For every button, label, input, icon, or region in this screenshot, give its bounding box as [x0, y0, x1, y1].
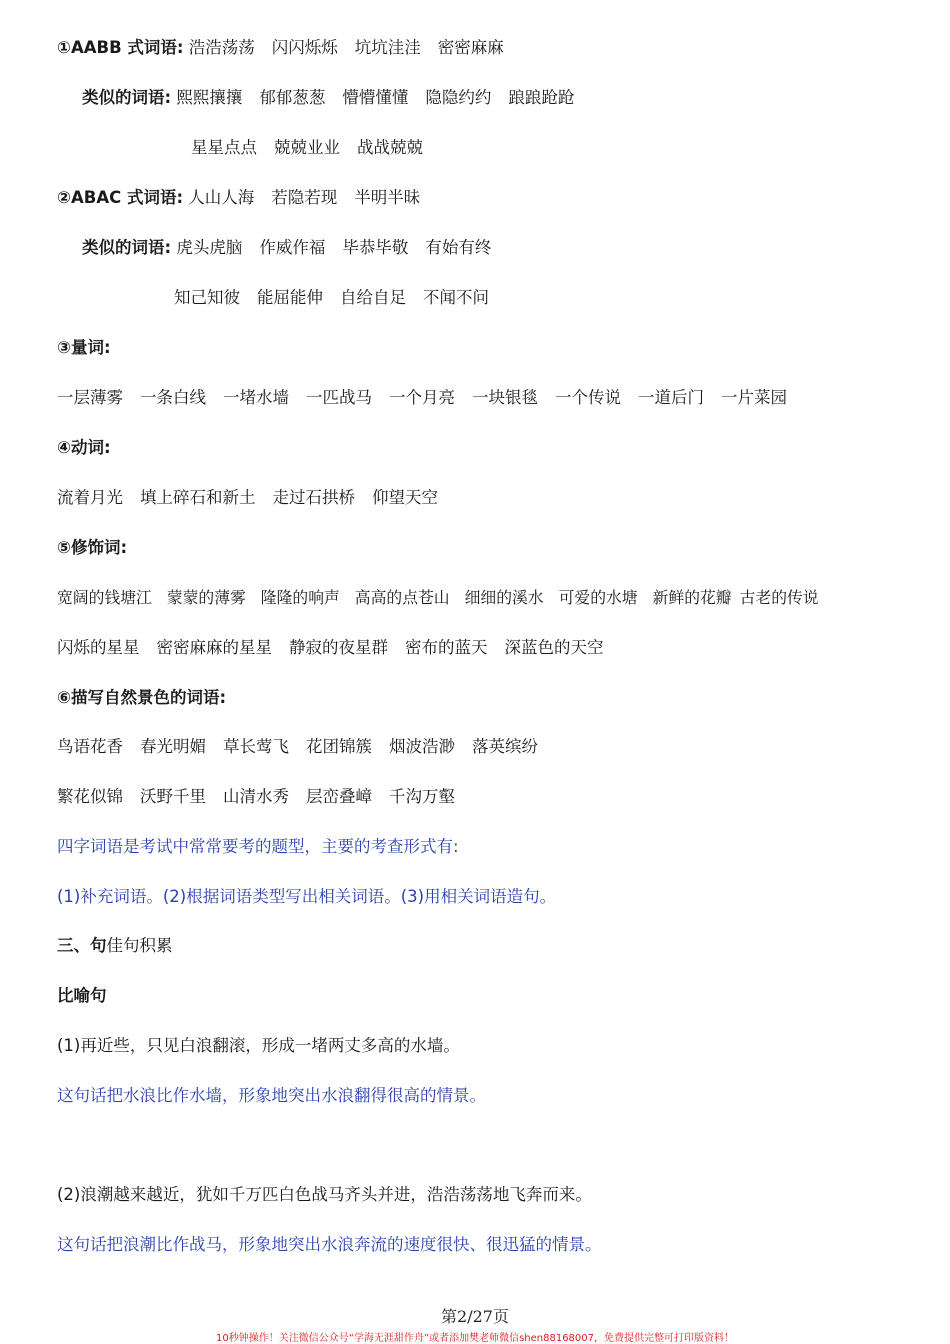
verbs-heading: ④动词:: [57, 438, 111, 457]
exam-forms: (1)补充词语。(2)根据词语类型写出相关词语。(3)用相关词语造句。: [57, 887, 557, 906]
word: 密密麻麻: [437, 38, 504, 57]
measure-heading: ③量词:: [57, 338, 111, 357]
part3-heading-prefix: 三、句: [57, 936, 107, 955]
aabb-similar-row1: [82, 87, 591, 109]
word: 春光明媚: [140, 737, 206, 756]
modifiers-row2: [57, 637, 621, 659]
sentence-2: (2)浪潮越来越近，犹如千万匹白色战马齐头并进，浩浩荡荡地飞奔而来。: [57, 1185, 592, 1204]
abac-row: [57, 187, 437, 209]
exam-note: 四字词语是考试中常常要考的题型，主要的考查形式有:: [57, 837, 459, 856]
word: 填上碎石和新土: [140, 488, 256, 507]
word: 一个月亮: [389, 388, 455, 407]
word: 山清水秀: [223, 787, 289, 806]
word: 若隐若现: [271, 188, 338, 207]
word: 花团锦簇: [306, 737, 372, 756]
word: 兢兢业业: [274, 138, 340, 157]
word: 烟波浩渺: [389, 737, 455, 756]
word: 闪烁的星星: [57, 638, 140, 657]
part3-heading-suffix: 佳句积累: [106, 936, 173, 955]
word: 草长莺飞: [223, 737, 289, 756]
word: 沃野千里: [140, 787, 206, 806]
word: 坑坑洼洼: [354, 38, 421, 57]
word: 人山人海: [188, 188, 255, 207]
word: 千沟万壑: [389, 787, 455, 806]
aabb-similar-label: 类似的词语:: [82, 88, 172, 107]
nature-row1: [57, 736, 555, 758]
word: 一条白线: [140, 388, 206, 407]
word: 隐隐约约: [425, 88, 492, 107]
word: 密布的蓝天: [405, 638, 488, 657]
part3-heading: [57, 935, 173, 957]
word: 新鲜的花瓣: [652, 588, 732, 607]
word: 可爱的水塘: [558, 588, 638, 607]
word: 一块银毯: [472, 388, 538, 407]
word: 鸟语花香: [57, 737, 123, 756]
footer-promo-note: 10秒钟操作！关注微信公众号“学海无涯甜作舟”或者添加樊老师微信shen88168007，免费提供完整可打印版资料！: [215, 1333, 735, 1344]
word: 毕恭毕敬: [342, 238, 409, 257]
word: 不闻不问: [423, 288, 489, 307]
metaphor-heading: 比喻句: [57, 986, 107, 1005]
word: 郁郁葱葱: [259, 88, 326, 107]
abac-similar-row2: [174, 287, 506, 309]
word: 一层薄雾: [57, 388, 123, 407]
nature-row2: [57, 786, 472, 808]
sentence-1: (1)再近些，只见白浪翻滚，形成一堵两丈多高的水墙。: [57, 1036, 460, 1055]
word: 一匹战马: [306, 388, 372, 407]
sentence-2-note: 这句话把浪潮比作战马，形象地突出水浪奔流的速度很快、很迅猛的情景。: [57, 1235, 602, 1254]
aabb-similar-row2: [191, 137, 440, 159]
word: 一个传说: [555, 388, 621, 407]
word: 闪闪烁烁: [271, 38, 338, 57]
abac-heading: ②ABAC 式词语:: [57, 188, 184, 207]
word: 流着月光: [57, 488, 123, 507]
word: 有始有终: [425, 238, 492, 257]
word: 蒙蒙的薄雾: [166, 588, 246, 607]
aabb-heading: ①AABB 式词语:: [57, 38, 184, 57]
word: 细细的溪水: [464, 588, 544, 607]
abac-similar-label: 类似的词语:: [82, 238, 172, 257]
word: 踉踉跄跄: [508, 88, 575, 107]
word: 知己知彼: [174, 288, 240, 307]
measure-words: [57, 387, 804, 409]
page-number: 第2/27页: [441, 1307, 509, 1326]
word: 落英缤纷: [472, 737, 538, 756]
word: 作威作福: [259, 238, 326, 257]
word: 高高的点苍山: [354, 588, 450, 607]
word: 懵懵懂懂: [342, 88, 409, 107]
word: 静寂的夜星群: [289, 638, 388, 657]
word: 宽阔的钱塘江: [57, 588, 152, 607]
word: 古老的传说: [739, 588, 819, 607]
aabb-words: [189, 38, 521, 57]
word: 一片菜园: [721, 388, 787, 407]
word: 走过石拱桥: [272, 488, 355, 507]
nature-heading: ⑥描写自然景色的词语:: [57, 688, 227, 707]
word: 战战兢兢: [357, 138, 423, 157]
word: 仰望天空: [372, 488, 438, 507]
sentence-1-note: 这句话把水浪比作水墙，形象地突出水浪翻得很高的情景。: [57, 1086, 486, 1105]
modifiers-heading: ⑤修饰词:: [57, 538, 128, 557]
aabb-row: [57, 37, 521, 59]
word: 能屈能伸: [257, 288, 323, 307]
verbs-words: [57, 487, 455, 509]
word: 浩浩荡荡: [188, 38, 255, 57]
word: 虎头虎脑: [176, 238, 243, 257]
word: 熙熙攘攘: [176, 88, 243, 107]
word: 星星点点: [191, 138, 257, 157]
word: 密密麻麻的星星: [156, 638, 272, 657]
word: 层峦叠嶂: [306, 787, 372, 806]
modifiers-row1: [57, 587, 819, 609]
word: 自给自足: [340, 288, 406, 307]
word: 半明半昧: [354, 188, 421, 207]
word: 隆隆的响声: [260, 588, 340, 607]
word: 繁花似锦: [57, 787, 123, 806]
word: 一道后门: [638, 388, 704, 407]
word: 深蓝色的天空: [504, 638, 604, 657]
abac-similar-row1: [82, 237, 508, 259]
word: 一堵水墙: [223, 388, 289, 407]
